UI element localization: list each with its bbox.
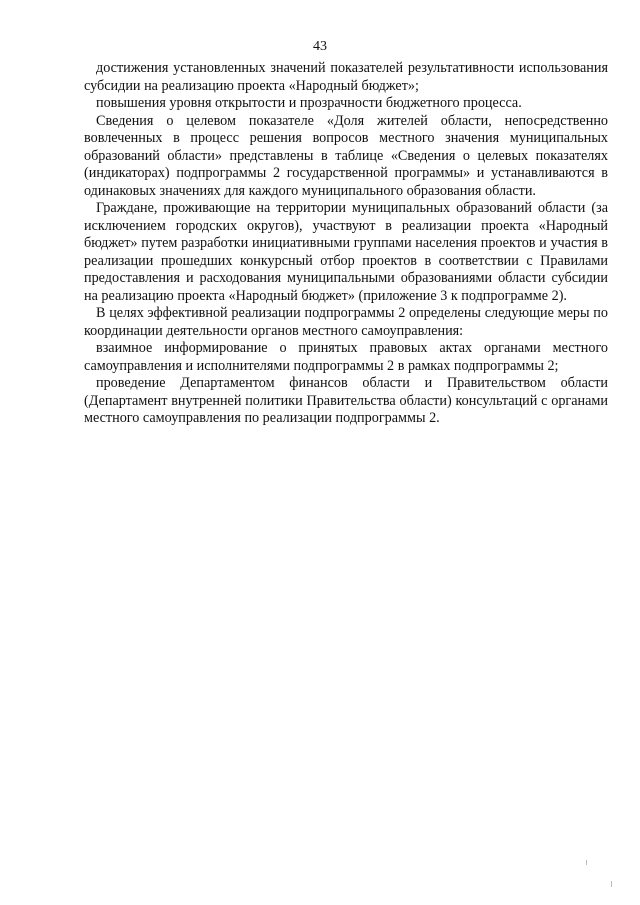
scan-mark (586, 860, 587, 865)
paragraph-subsidy-results: достижения установленных значений показателей результативности использования субсидии на реализацию проекта «Народный бюджет»; (84, 60, 608, 94)
paragraph-mutual-informing: взаимное информирование о принятых правовых актах органами местного самоуправления и исполнителями подпрограммы 2 в рамках подпрограммы 2; (84, 340, 608, 374)
paragraph-target-indicator: Сведения о целевом показателе «Доля жителей области, непосредственно вовлеченных в процесс решения вопросов местного значения муниципальных образований области» представлены в таблице «Сведения о целевых показателях (индикаторах) подпрограммы 2 государственной программы» и устанавливаются в одинаковых значениях для каждого муниципального образования области. (84, 112, 608, 199)
page-number: 43 (313, 39, 327, 54)
paragraph-consultations: проведение Департаментом финансов области и Правительством области (Департамент внутренней политики Правительства области) консультаций с органами местного самоуправления по реализации подпрограммы 2. (84, 375, 608, 426)
paragraph-budget-transparency: повышения уровня открытости и прозрачности бюджетного процесса. (96, 95, 522, 111)
document-body (84, 60, 608, 428)
scan-mark (611, 881, 612, 887)
paragraph-citizens-participation: Граждане, проживающие на территории муниципальных образований области (за исключением городских округов), участвуют в реализации проекта «Народный бюджет» путем разработки инициативными группами населения проектов и участия в реализации прошедших конкурсный отбор проектов в соответствии с Правилами предоставления и расходования муниципальными образованиями области субсидии на реализацию проекта «Народный бюджет» (приложение 3 к подпрограмме 2). (84, 200, 608, 304)
paragraph-coordination-measures: В целях эффективной реализации подпрограммы 2 определены следующие меры по координации деятельности органов местного самоуправления: (84, 305, 608, 339)
